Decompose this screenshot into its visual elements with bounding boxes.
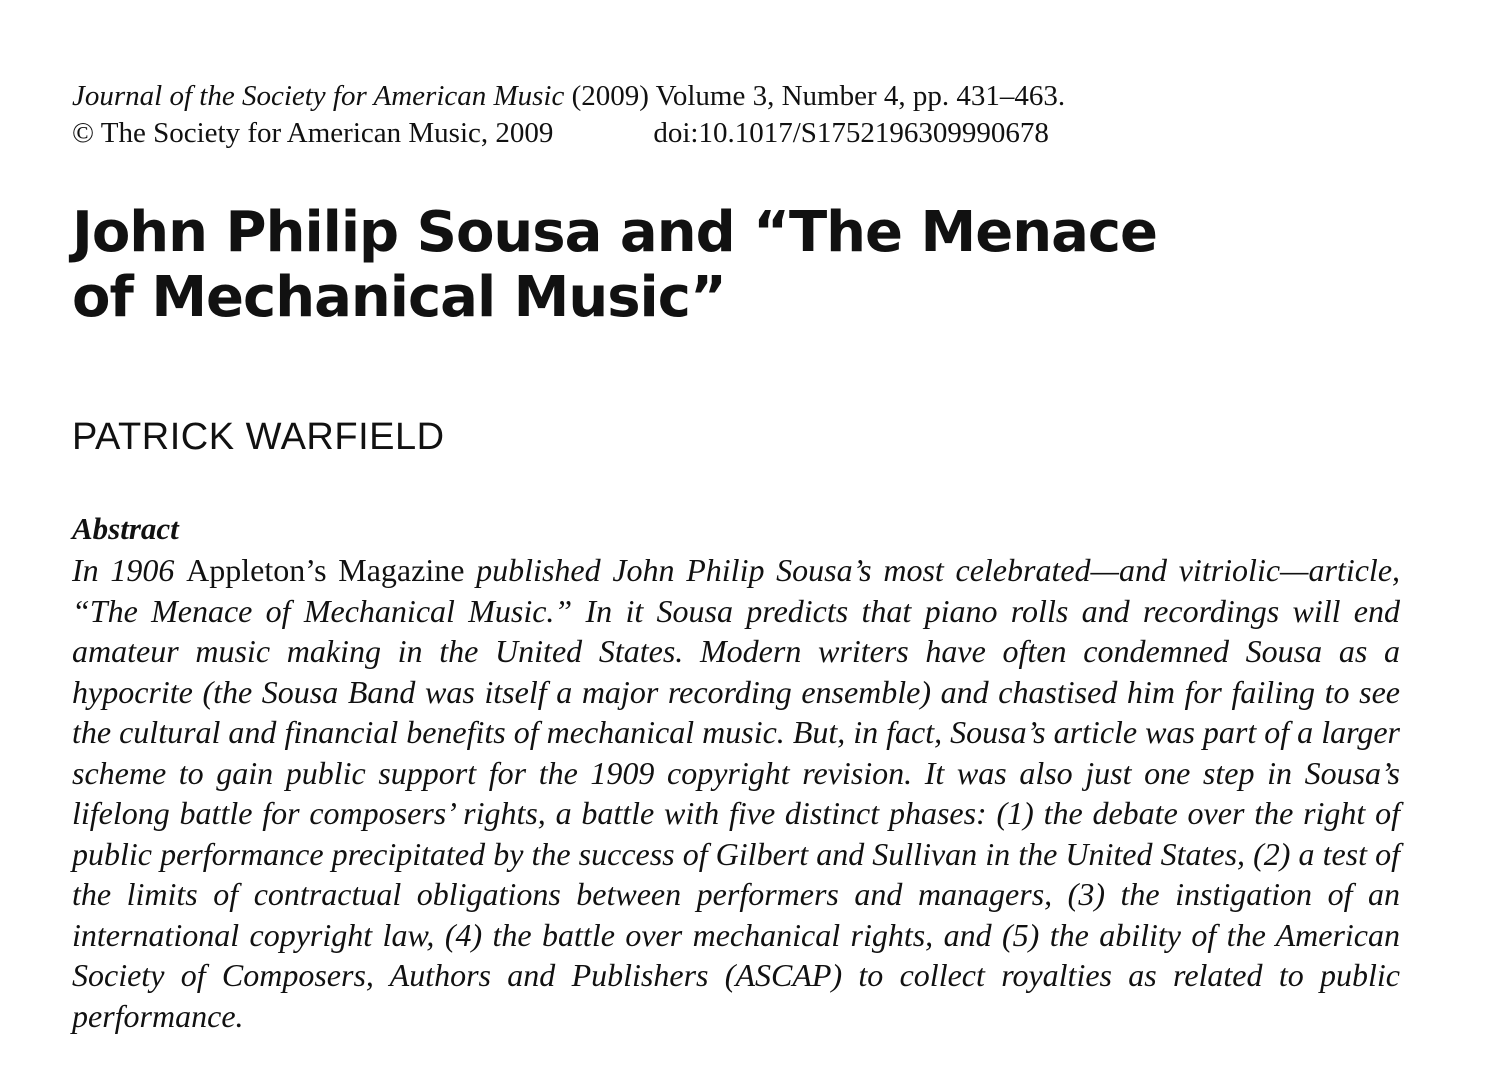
copyright-line [72,115,1065,152]
copyright-notice: © The Society for American Music, 2009 [72,117,554,149]
article-title [72,200,1157,330]
abstract-intro: In 1906 [72,552,187,588]
doi: doi:10.1017/S1752196309990678 [653,117,1049,149]
abstract-heading: Abstract [72,511,179,546]
citation-line [72,78,1065,115]
author-name: PATRICK WARFIELD [72,416,445,458]
abstract-body: published John Philip Sousa’s most celebrated—and vitriolic—article, “The Menace of Mechanical Music.” In it Sousa predicts that piano rolls and recordings will end amateur music making in the United States. Modern writers have often condemned Sousa as a hypocrite (the Sousa Band was itself a major recording ensemble) and chastised him for failing to see the cultural and financial benefits of mechanical music. But, in fact, Sousa’s article was part of a larger scheme to gain public support for the 1909 copyright revision. It was also just one step in Sousa’s lifelong battle for composers’ rights, a battle with five distinct phases: (1) the debate over the right of public performance precipitated by the success of Gilbert and Sullivan in the United States, (2) a test of the limits of contractual obligations between performers and managers, (3) the instigation of an international copyright law, (4) the battle over mechanical rights, and (5) the ability of the American Society of Composers, Authors and Publishers (ASCAP) to collect royalties as related to public performance. [72,552,1401,1034]
article-title-line-2: of Mechanical Music” [72,265,726,330]
magazine-title: Appleton’s Magazine [186,552,465,588]
abstract-text [72,550,1400,1036]
journal-header [72,78,1065,152]
citation-details: (2009) Volume 3, Number 4, pp. 431–463. [564,80,1066,112]
journal-name: Journal of the Society for American Music [72,80,565,112]
article-title-line-1: John Philip Sousa and “The Menace [72,200,1158,265]
